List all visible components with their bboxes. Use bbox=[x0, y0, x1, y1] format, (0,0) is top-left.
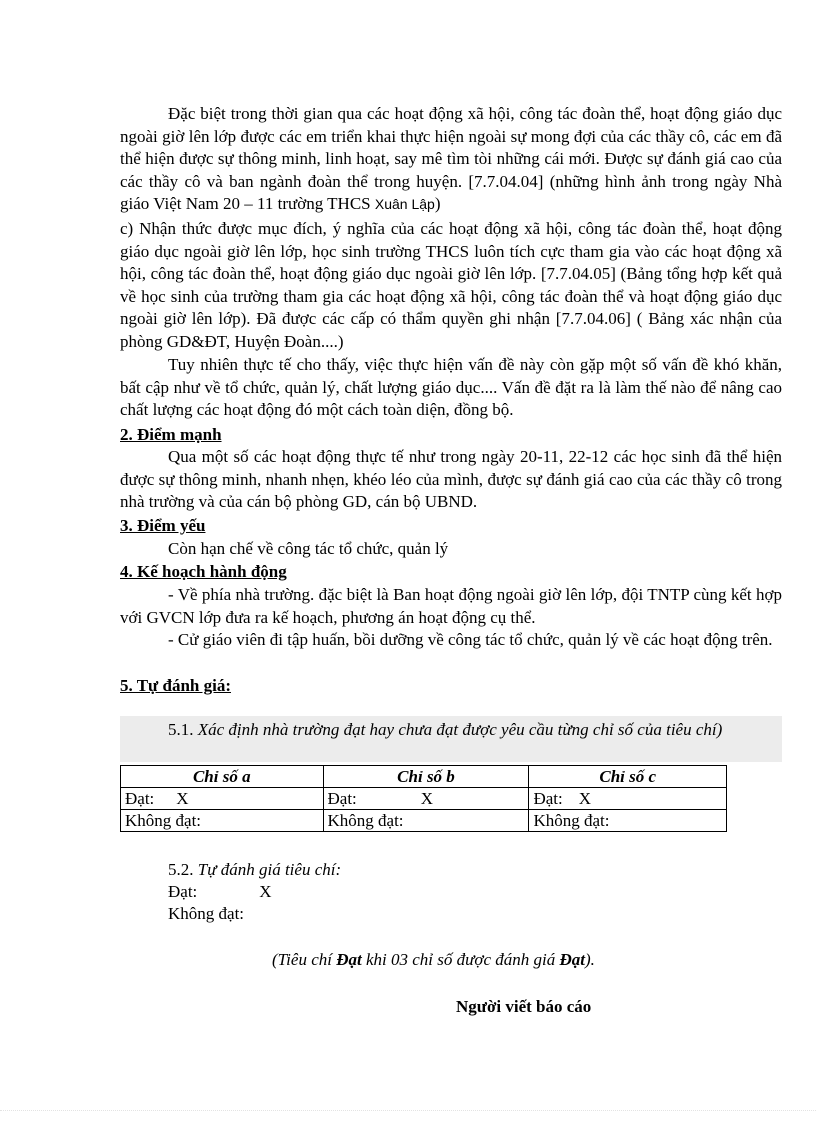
table-cell-pass-c: Đạt: X bbox=[529, 788, 727, 810]
table-cell-fail-b: Không đạt: bbox=[323, 810, 529, 832]
indicator-table bbox=[120, 765, 727, 832]
page-bottom-divider bbox=[0, 1110, 816, 1111]
heading-weaknesses: 3. Điểm yếu bbox=[120, 516, 206, 535]
conclusion-note: (Tiêu chí Đạt khi 03 chỉ số được đánh giá Đạt). bbox=[272, 950, 595, 969]
heading-strengths: 2. Điểm mạnh bbox=[120, 425, 222, 444]
paragraph-activities: Đặc biệt trong thời gian qua các hoạt động xã hội, công tác đoàn thể, hoạt động giáo dục ngoài giờ lên lớp được các em triển khai thực hiện ngoài sự mong đợi của các thầy cô, các em đã thể hiện được sự thông minh, linh hoạt, say mê tìm tòi những cái mới. Được sự đánh giá cao của các thầy cô và ban ngành đoàn thể trong huyện. [7.7.04.04] (những hình ảnh trong ngày Nhà giáo Việt Nam 20 – 11 trường THCS Xuân Lập) bbox=[120, 104, 782, 214]
table-header-a: Chỉ số a bbox=[121, 766, 324, 788]
paragraph-weaknesses: Còn hạn chế về công tác tổ chức, quản lý bbox=[168, 539, 449, 558]
paragraph-strengths: Qua một số các hoạt động thực tế như trong ngày 20-11, 22-12 các học sinh đã thể hiện được sự thông minh, nhanh nhẹn, khéo léo của mình, được sự đánh giá cao của các thầy cô trong nhà trường và của cán bộ phòng GD, cán bộ UBND. bbox=[120, 447, 782, 512]
signature-label: Người viết báo cáo bbox=[456, 997, 592, 1016]
table-cell-fail-c: Không đạt: bbox=[529, 810, 727, 832]
heading-action-plan: 4. Kế hoạch hành động bbox=[120, 562, 287, 581]
overall-pass-mark: X bbox=[259, 882, 272, 901]
plan-item-2: - Cử giáo viên đi tập huấn, bồi dưỡng về công tác tổ chức, quản lý về các hoạt động trên. bbox=[168, 630, 773, 649]
question-5-1: 5.1. Xác định nhà trường đạt hay chưa đạt được yêu cầu từng chỉ số của tiêu chí) bbox=[168, 720, 723, 739]
plan-item-1: - Về phía nhà trường. đặc biệt là Ban hoạt động ngoài giờ lên lớp, đội TNTP cùng kết hợp với GVCN lớp đưa ra kế hoạch, phương án hoạt động cụ thể. bbox=[120, 585, 782, 627]
table-header-row bbox=[121, 766, 727, 788]
table-row-pass bbox=[121, 788, 727, 810]
table-cell-pass-a: Đạt: X bbox=[121, 788, 324, 810]
paragraph-awareness: c) Nhận thức được mục đích, ý nghĩa của các hoạt động xã hội, công tác đoàn thể, hoạt động giáo dục ngoài giờ lên lớp, học sinh trường THCS luôn tích cực tham gia vào các hoạt động xã hội, công tác đoàn thể, hoạt động giáo dục ngoài giờ lên lớp. [7.7.04.05] (Bảng tổng hợp kết quả về học sinh của trường tham gia các hoạt động xã hội, công tác đoàn thể và hoạt động giáo dục ngoài giờ lên lớp). Đã được các cấp có thẩm quyền ghi nhận [7.7.04.06] ( Bảng xác nhận của phòng GD&ĐT, Huyện Đoàn....) bbox=[120, 219, 782, 351]
table-header-c: Chỉ số c bbox=[529, 766, 727, 788]
table-row-fail bbox=[121, 810, 727, 832]
table-cell-pass-b: Đạt: X bbox=[323, 788, 529, 810]
table-cell-fail-a: Không đạt: bbox=[121, 810, 324, 832]
overall-fail-line: Không đạt: bbox=[168, 904, 245, 923]
school-name: Xuân Lập bbox=[374, 196, 435, 213]
paragraph-limitations: Tuy nhiên thực tế cho thấy, việc thực hiện vấn đề này còn gặp một số vấn đề khó khăn, bất cập như về tổ chức, quản lý, chất lượng giáo dục.... Vấn đề đặt ra là làm thế nào để nâng cao chất lượng các hoạt động đó một cách toàn diện, đồng bộ. bbox=[120, 355, 782, 420]
table-header-b: Chỉ số b bbox=[323, 766, 529, 788]
overall-pass-line: Đạt: X bbox=[168, 882, 272, 901]
question-5-2: 5.2. Tự đánh giá tiêu chí: bbox=[168, 860, 342, 879]
heading-self-evaluation: 5. Tự đánh giá: bbox=[120, 676, 231, 695]
